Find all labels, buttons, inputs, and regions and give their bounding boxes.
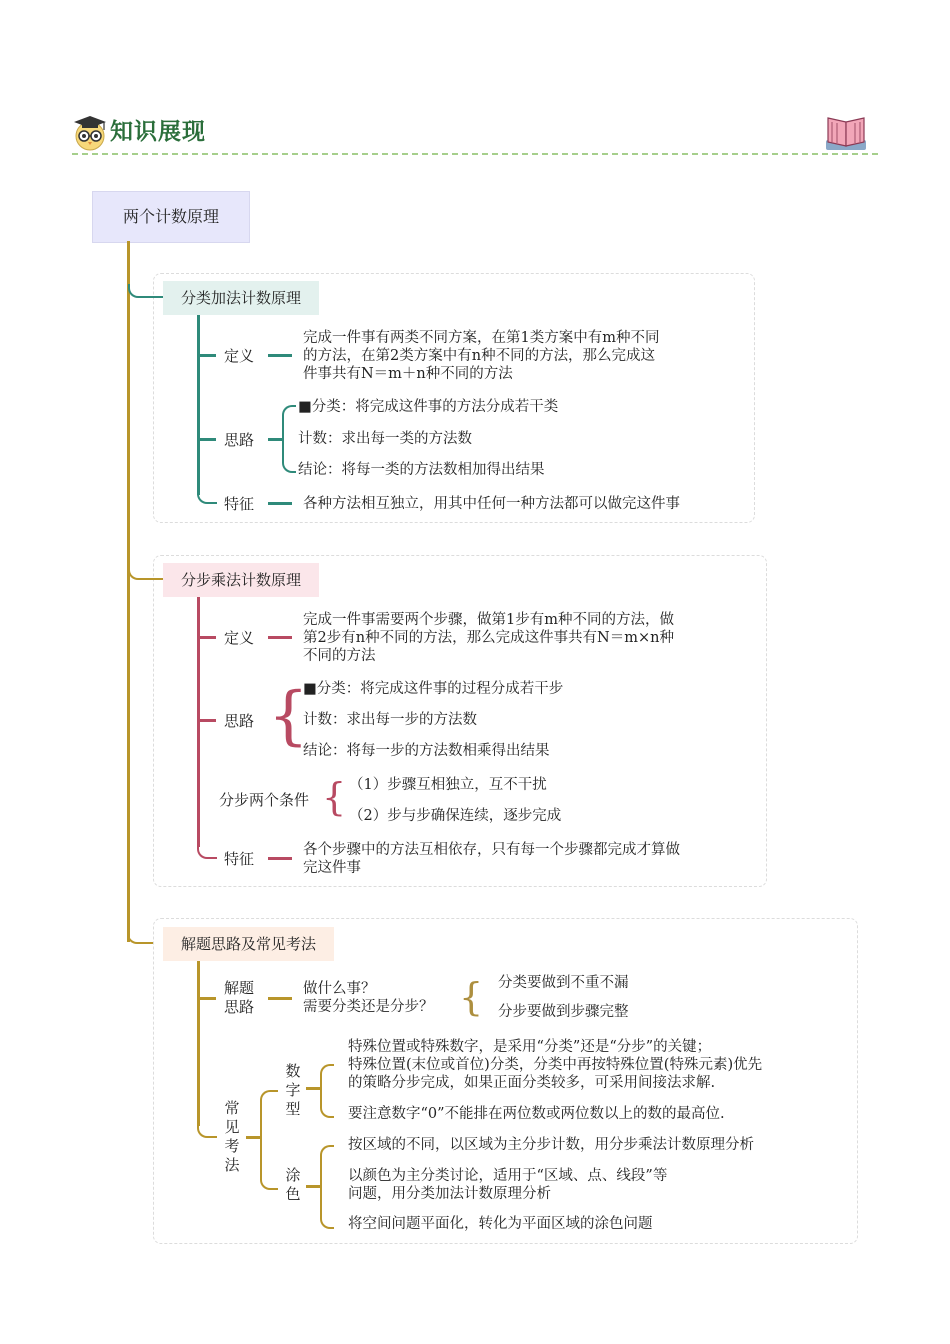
approach-label: 解题思路 (224, 979, 255, 1016)
definition-line: 第2步有n种不同的方法，那么完成这件事共有N＝m×n种 (303, 630, 674, 646)
color-item-line: 按区域的不同，以区域为主分步计数，用分步乘法计数原理分析 (348, 1137, 754, 1153)
color-item-line: 问题，用分类加法计数原理分析 (348, 1186, 551, 1202)
color-item-line: 以颜色为主分类讨论，适用于“区域、点、线段”等 (348, 1168, 668, 1184)
definition-line: 不同的方法 (303, 648, 376, 664)
branch-elbow (197, 1124, 217, 1138)
section-title-multiplication: 分步乘法计数原理 (163, 563, 319, 597)
definition-line: 件事共有N＝m＋n种不同的方法 (303, 366, 513, 382)
thinking-item: ■分类：将完成这件事的过程分成若干步 (303, 681, 564, 697)
thinking-item: 计数：求出每一类的方法数 (298, 431, 472, 447)
node-link (268, 857, 292, 860)
approach-item: 分类要做到不重不漏 (498, 975, 629, 991)
branch-line (197, 597, 200, 847)
node-definition: 定义 (224, 347, 255, 365)
condition-item: （2）步与步确保连续，逐步完成 (349, 808, 562, 824)
digit-item-line: 特殊位置(末位或首位)分类，分类中再按特殊位置(特殊元素)优先 (348, 1057, 763, 1073)
digit-item-line: 的策略分步完成，如果正面分类较多，可采用间接法求解. (348, 1075, 716, 1091)
trunk-line (127, 241, 130, 942)
node-approach (224, 979, 258, 1017)
brace: { (322, 775, 347, 819)
node-link (268, 502, 292, 505)
section-title-addition: 分类加法计数原理 (163, 281, 319, 315)
branch-elbow (197, 845, 217, 859)
node-conditions: 分步两个条件 (219, 791, 310, 809)
root-label: 两个计数原理 (122, 207, 219, 226)
branch-tick (198, 719, 216, 722)
color-item-line: 将空间问题平面化，转化为平面区域的涂色问题 (348, 1216, 653, 1232)
node-feature: 特征 (224, 495, 255, 513)
branch-connector (128, 566, 166, 580)
node-link (268, 636, 292, 639)
node-link (306, 1087, 320, 1090)
definition-line: 完成一件事需要两个步骤，做第1步有m种不同的方法，做 (303, 612, 674, 628)
node-digit-type: 数字型 (285, 1062, 301, 1118)
feature-line: 完这件事 (303, 860, 361, 876)
root-node (92, 191, 250, 243)
approach-item: 分步要做到步骤完整 (498, 1004, 629, 1020)
book-icon (824, 112, 868, 154)
header (72, 112, 878, 160)
branch-line (197, 315, 200, 495)
thinking-item: ■分类：将完成这件事的方法分成若干类 (298, 399, 559, 415)
node-link (268, 997, 292, 1000)
header-divider (72, 153, 878, 155)
section-title: 知识展现 (110, 119, 206, 145)
node-link (306, 1185, 320, 1188)
section-title-solving: 解题思路及常见考法 (163, 927, 334, 961)
node-methods: 常见考法 (224, 1099, 240, 1174)
bracket (320, 1145, 334, 1229)
approach-question: 做什么事？ (303, 981, 376, 997)
branch-tick (198, 636, 216, 639)
thinking-item: 结论：将每一步的方法数相乘得出结果 (303, 743, 550, 759)
branch-connector (128, 284, 166, 298)
digit-item-line: 要注意数字“0”不能排在两位数或两位数以上的数的最高位. (348, 1106, 725, 1122)
definition-line: 的方法，在第2类方案中有n种不同的方法，那么完成这 (303, 348, 656, 364)
feature-text: 各种方法相互独立，用其中任何一种方法都可以做完这件事 (303, 496, 680, 512)
branch-tick (198, 438, 216, 441)
owl-scholar-icon (72, 112, 108, 152)
node-link (268, 438, 282, 441)
node-link (268, 354, 292, 357)
branch-tick (198, 997, 216, 1000)
bracket (282, 405, 296, 473)
node-coloring-type: 涂色 (285, 1166, 301, 1203)
branch-tick (198, 354, 216, 357)
definition-line: 完成一件事有两类不同方案，在第1类方案中有m种不同 (303, 330, 660, 346)
condition-item: （1）步骤互相独立，互不干扰 (349, 777, 547, 793)
node-thinking: 思路 (224, 712, 255, 730)
approach-question: 需要分类还是分步？ (303, 999, 434, 1015)
brace: { (268, 679, 309, 753)
bracket (320, 1064, 334, 1118)
digit-item-line: 特殊位置或特殊数字，是采用“分类”还是“分步”的关键； (348, 1039, 712, 1055)
feature-line: 各个步骤中的方法互相依存，只有每一个步骤都完成才算做 (303, 842, 680, 858)
branch-line (197, 961, 200, 1126)
bracket (260, 1090, 278, 1190)
node-definition: 定义 (224, 629, 255, 647)
brace: { (459, 975, 484, 1019)
node-link (246, 1136, 260, 1139)
node-feature: 特征 (224, 850, 255, 868)
node-thinking: 思路 (224, 431, 255, 449)
thinking-item: 计数：求出每一步的方法数 (303, 712, 477, 728)
thinking-item: 结论：将每一类的方法数相加得出结果 (298, 462, 545, 478)
branch-elbow (197, 490, 217, 504)
